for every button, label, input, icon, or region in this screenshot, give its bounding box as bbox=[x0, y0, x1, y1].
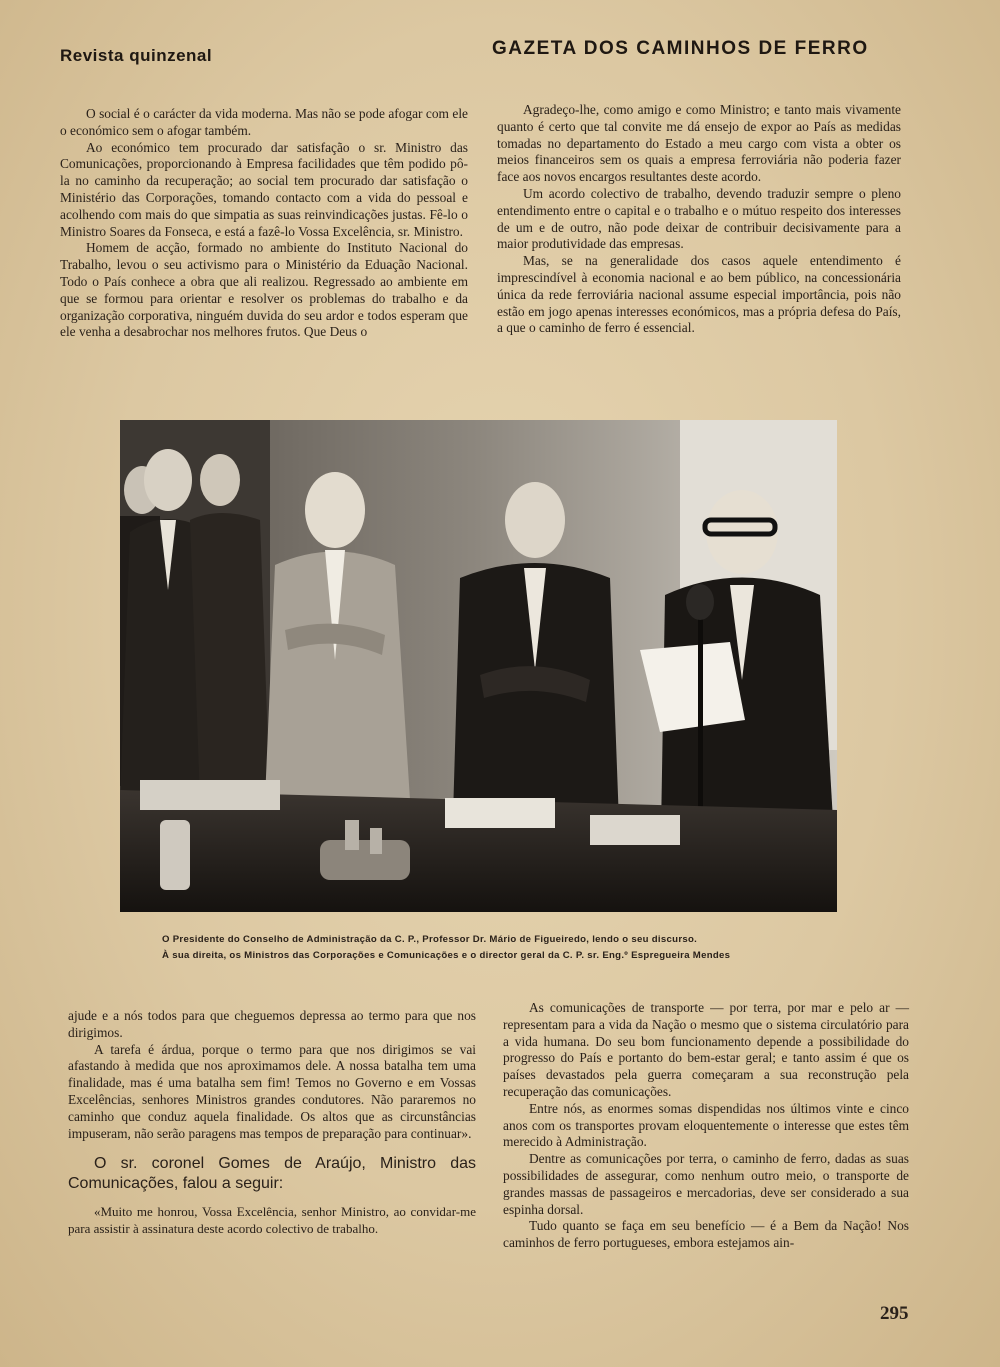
caption-line-1: O Presidente do Conselho de Administração da C. P., Professor Dr. Mário de Figueiredo, lendo o seu discurso. bbox=[162, 934, 698, 945]
paragraph: Dentre as comunicações por terra, o caminho de ferro, dadas as suas possibilidades de assegurar, como nenhum outro meio, o transporte de grandes massas de passageiros e mercadorias, deve ser considerado a sua espinha dorsal. bbox=[503, 1151, 909, 1217]
top-left-column bbox=[60, 106, 468, 341]
paragraph: O social é o carácter da vida moderna. Mas não se pode afogar com ele o económico sem o afogar também. bbox=[60, 106, 468, 138]
section-subhead: O sr. coronel Gomes de Araújo, Ministro das Comunicações, falou a seguir: bbox=[68, 1155, 476, 1193]
paragraph: Agradeço-lhe, como amigo e como Ministro; e tanto mais vivamente quanto é certo que tal convite me dá ensejo de expor ao País as medidas tomadas no departamento do Estado a meu cargo com vista a obter os meios financeiros sem os quais a empresa ferroviária não poderia fazer face aos novos encargos resultantes deste acordo. bbox=[497, 102, 901, 185]
caption-line-2: À sua direita, os Ministros das Corporações e Comunicações e o director geral da C. P. sr. Eng.º Espregueira Mendes bbox=[162, 950, 731, 961]
paragraph: Mas, se na generalidade dos casos aquele entendimento é imprescindível à economia nacional e ao bem público, na concessionária única da rede ferroviária nacional assume especial importância, pois não estão em jogo apenas interesses económicos, mas a própria defesa do País, a que o caminho de ferro é essencial. bbox=[497, 253, 901, 336]
photo-caption bbox=[162, 932, 822, 964]
photograph-ceremony bbox=[120, 420, 837, 912]
bottom-left-column bbox=[68, 1008, 476, 1237]
header-right: GAZETA DOS CAMINHOS DE FERRO bbox=[492, 38, 869, 59]
paragraph: As comunicações de transporte — por terra, por mar e pelo ar — representam para a vida da Nação o mesmo que o sistema circulatório para a vida humana. Do seu bom funcionamento depende a possibilidade do progresso do País e portanto do bem-estar geral; e tanto assim é que os países devastados pela guerra começaram a sua reconstrução pela recuperação das comunicações. bbox=[503, 1000, 909, 1099]
bottom-right-column bbox=[503, 1000, 909, 1252]
paragraph: ajude e a nós todos para que cheguemos depressa ao termo para que nos dirigimos. bbox=[68, 1008, 476, 1040]
paragraph: Entre nós, as enormes somas dispendidas nos últimos vinte e cinco anos com os transportes provam eloquentemente o interesse que estes têm merecido à Administração. bbox=[503, 1100, 909, 1150]
speech-quote: «Muito me honrou, Vossa Excelência, senhor Ministro, ao convidar-me para assistir à assinatura deste acordo colectivo de trabalho. bbox=[68, 1204, 476, 1236]
header-left: Revista quinzenal bbox=[60, 46, 213, 65]
paragraph: Um acordo colectivo de trabalho, devendo traduzir sempre o pleno entendimento entre o capital e o trabalho e o mútuo respeito dos interesses de um e de outro, não pode deixar de contribuir decisivamente para a maior produtividade das empresas. bbox=[497, 185, 901, 252]
top-right-column bbox=[497, 102, 901, 337]
paragraph: Tudo quanto se faça em seu benefício — é a Bem da Nação! Nos caminhos de ferro portugueses, embora estejamos ain- bbox=[503, 1218, 909, 1251]
paragraph: A tarefa é árdua, porque o termo para que nos dirigimos se vai afastando à medida que nos aproximamos dele. A nossa batalha tem uma finalidade, mas é uma batalha sem fim! Temos no Governo e em Vossas Excelências, senhores Ministros grandes condutores. Não pararemos no caminho que conduz aquela finalidade. Os altos que as circunstâncias impuseram, não serão paragens mas tempos de preparação para continuar». bbox=[68, 1041, 476, 1141]
paragraph: Ao económico tem procurado dar satisfação o sr. Ministro das Comunicações, proporcionando à Empresa facilidades que têm podido pô-la no caminho da recuperação; ao social tem procurado dar satisfação o Ministério das Corporações, tomando contacto com a vida do pessoal e acolhendo com mais do que simpatia as suas reinvindicações justas. Fê-lo o Ministro Soares da Fonseca, e está a fazê-lo Vossa Excelência, sr. Ministro. bbox=[60, 139, 468, 239]
page-number: 295 bbox=[880, 1303, 909, 1324]
photo-illustration bbox=[120, 420, 837, 912]
paragraph: Homem de acção, formado no ambiente do Instituto Nacional do Trabalho, levou o seu activismo para o Ministério da Eduação Nacional. Todo o País conhece a obra que ali realizou. Regressado ao ambiente em que se formou para orientar e resolver os problemas do trabalho e da organização corporativa, ninguém duvida do seu ardor e todos esperam que ele venha a desabrochar nos melhores frutos. Que Deus o bbox=[60, 240, 468, 340]
